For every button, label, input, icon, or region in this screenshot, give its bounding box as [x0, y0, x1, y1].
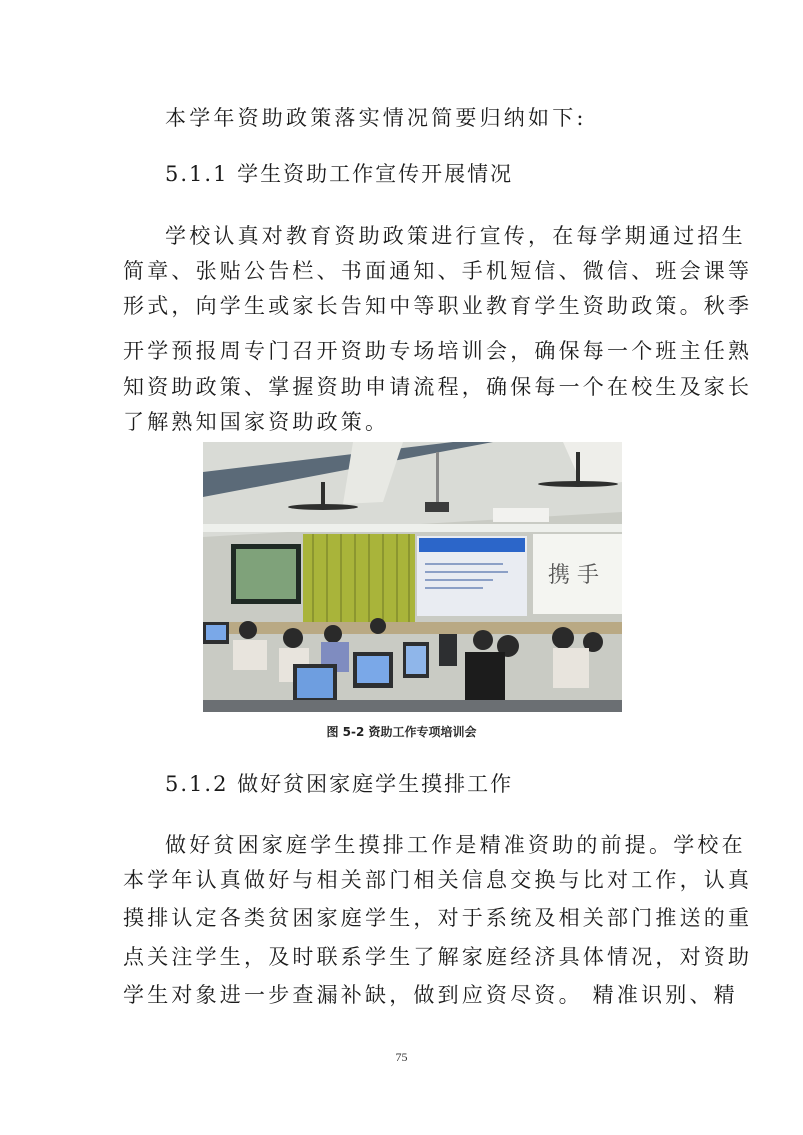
paragraph-line: 形式，向学生或家长告知中等职业教育学生资助政策。秋季 — [123, 294, 753, 318]
paragraph-line: 做好贫困家庭学生摸排工作是精准资助的前提。学校在 — [165, 833, 746, 857]
training-session-photo — [203, 442, 622, 712]
paragraph-line: 简章、张贴公告栏、书面通知、手机短信、微信、班会课等 — [123, 259, 753, 283]
paragraph-line: 知资助政策、掌握资助申请流程，确保每一个在校生及家长 — [123, 375, 753, 399]
paragraph-line: 学校认真对教育资助政策进行宣传，在每学期通过招生 — [165, 224, 746, 248]
paragraph-line: 了解熟知国家资助政策。 — [123, 410, 390, 434]
figure-caption: 图 5-2 资助工作专项培训会 — [326, 725, 477, 739]
intro-text: 本学年资助政策落实情况简要归纳如下: — [165, 106, 587, 130]
paragraph-line: 点关注学生，及时联系学生了解家庭经济具体情况，对资助 — [123, 945, 753, 969]
section-heading-5-1-2: 5.1.2 做好贫困家庭学生摸排工作 — [165, 772, 514, 796]
paragraph-line: 本学年认真做好与相关部门相关信息交换与比对工作，认真 — [123, 868, 753, 892]
paragraph-line: 学生对象进一步查漏补缺，做到应资尽资。 精准识别、精 — [123, 983, 738, 1007]
section-heading-5-1-1: 5.1.1 学生资助工作宣传开展情况 — [165, 162, 514, 186]
paragraph-line: 开学预报周专门召开资助专场培训会，确保每一个班主任熟 — [123, 339, 753, 363]
page-number: 75 — [395, 1050, 408, 1064]
banner-text: 携 手 — [548, 563, 599, 588]
paragraph-line: 摸排认定各类贫困家庭学生，对于系统及相关部门推送的重 — [123, 906, 753, 930]
